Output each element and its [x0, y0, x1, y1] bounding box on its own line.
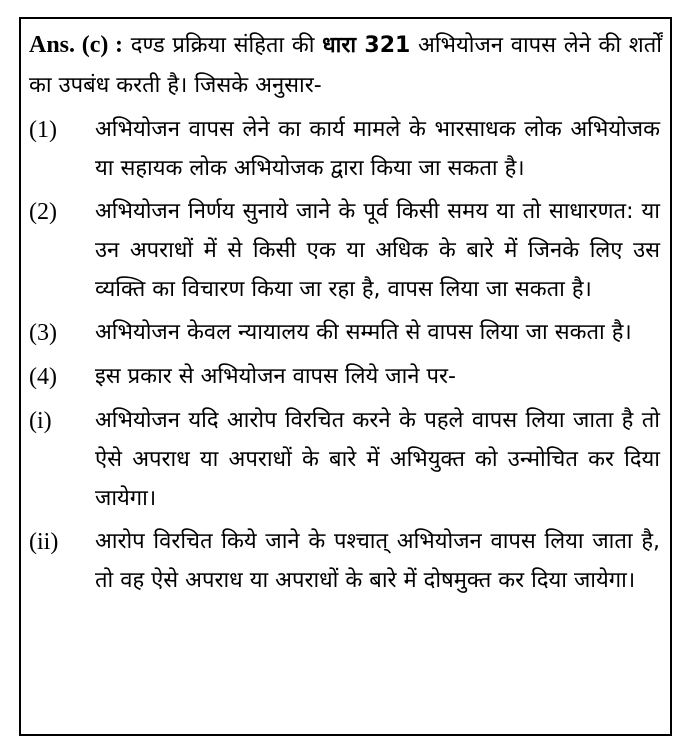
item-text: अभियोजन यदि आरोप विरचित करने के पहले वापस लिया जाता है तो ऐसे अपराध या अपराधों के बारे में अभियुक्त को उन्मोचित कर दिया जायेगा। [95, 408, 660, 511]
item-text: अभियोजन निर्णय सुनाये जाने के पूर्व किसी समय या तो साधारणत: या उन अपराधों में से किसी एक या अधिक के बारे में जिनके लिए उस व्यक्ति का विचारण किया जा रहा है, वापस लिया जा सकता है। [95, 199, 660, 302]
section-reference: धारा 321 [322, 33, 411, 58]
item-text: अभियोजन वापस लेने का कार्य मामले के भारसाधक लोक अभियोजक या सहायक लोक अभियोजक द्वारा किया जा सकता है। [95, 117, 660, 181]
intro-text-after: अभियोजन वापस लेने की शर्तों का उपबंध करती है। जिसके अनुसार- [29, 33, 663, 98]
item-number: (4) [29, 364, 57, 390]
item-number: (ii) [29, 529, 59, 555]
list-item [29, 192, 662, 309]
list-item [29, 357, 662, 397]
answer-intro [29, 25, 662, 106]
answer-box [19, 17, 672, 736]
list-item [29, 522, 662, 600]
item-number: (2) [29, 199, 57, 225]
item-number: (1) [29, 117, 57, 143]
item-number: (i) [29, 408, 52, 434]
list-item [29, 401, 662, 518]
item-text: अभियोजन केवल न्यायालय की सम्मति से वापस लिया जा सकता है। [95, 320, 632, 345]
list-item [29, 313, 662, 353]
item-text: इस प्रकार से अभियोजन वापस लिये जाने पर- [95, 364, 456, 389]
intro-text-before: दण्ड प्रक्रिया संहिता की [130, 33, 315, 58]
item-number: (3) [29, 320, 57, 346]
item-text: आरोप विरचित किये जाने के पश्चात् अभियोजन वापस लिया जाता है, तो वह ऐसे अपराध या अपराधों के बारे में दोषमुक्त कर दिया जायेगा। [95, 529, 660, 593]
list-item [29, 110, 662, 188]
answer-label: Ans. (c) : [29, 32, 124, 58]
